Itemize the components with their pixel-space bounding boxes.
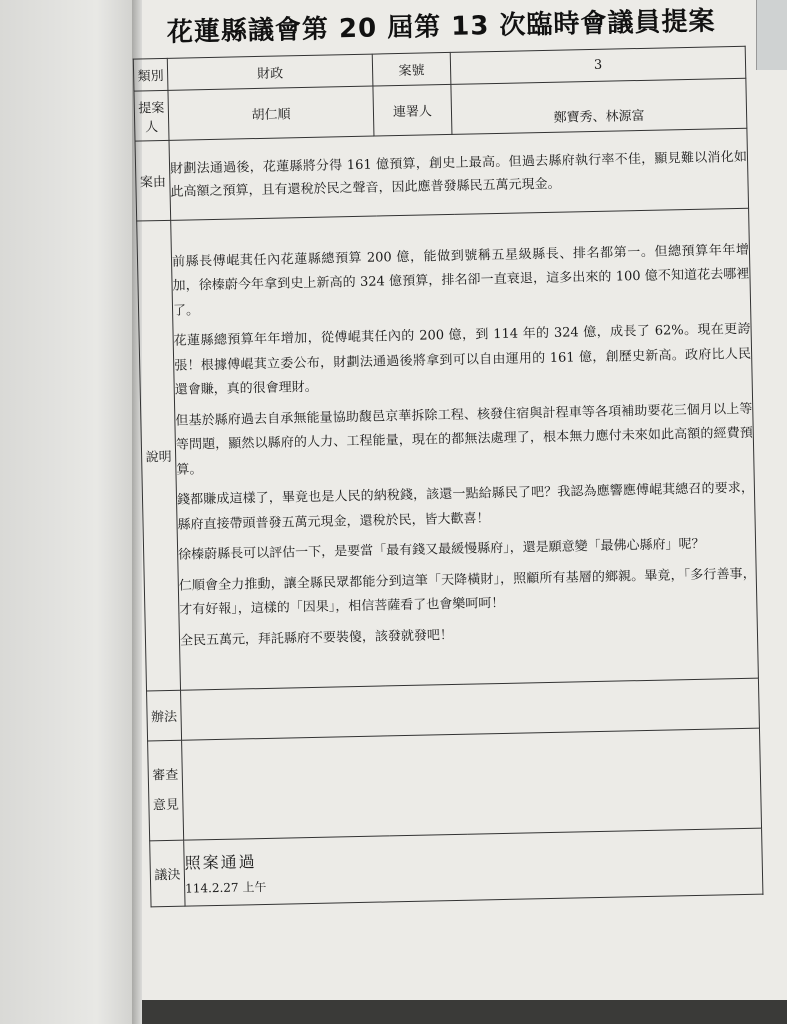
value-reason: 財劃法通過後，花蓮縣將分得 161 億預算，創史上最高。但過去縣府執行率不佳，顯見難以消化如此高額之預算，且有還稅於民之聲音，因此應普發縣民五萬元現金。 [169,128,749,220]
label-category: 類別 [133,58,168,91]
left-page [0,0,138,1024]
value-cosigners: 鄭寶秀、林源富 [451,78,747,134]
explanation-paragraph: 錢都賺成這樣了，畢竟也是人民的納稅錢，該還一點給縣民了吧？我認為應響應傅崐萁總召的要求，縣府直接帶頭普發五萬元現金，還稅於民，皆大歡喜！ [176,480,755,533]
value-category: 財政 [167,54,373,90]
explanation-paragraph: 花蓮縣總預算年年增加，從傅崐萁任內的 200 億，到 114 年的 324 億，成長了 62%。現在更誇張！根據傅崐萁立委公布，財劃法通過後將拿到可以自由運用的 161 億，創歷史新高。政府比人民還會賺，真的很會理財。 [173,321,752,399]
explanation-paragraph: 前縣長傅崐萁任內花蓮縣總預算 200 億，能做到號稱五星級縣長、排名都第一。但總預算年年增加，徐榛蔚今年拿到史上新高的 324 億預算，排名卻一直衰退，這多出來的 100 億不知道花去哪裡了。 [171,242,750,319]
resolution-text: 照案通過 [184,851,257,873]
label-method: 辦法 [147,690,182,741]
value-case-no: 3 [450,46,746,84]
row-resolution [150,828,763,907]
label-reason: 案由 [135,140,171,221]
label-review-line1: 審查 [152,767,179,783]
value-review [182,728,762,840]
value-resolution [184,828,763,906]
ruler [756,0,787,70]
label-case-no: 案號 [372,52,451,86]
row-explanation [137,208,759,691]
table-surface [142,1000,787,1024]
label-cosigners: 連署人 [373,84,452,136]
row-reason [135,128,749,221]
proposal-document [132,0,773,996]
row-review [148,728,762,841]
resolution-date: 114.2.27 上午 [185,879,267,896]
label-explanation: 說明 [137,220,181,691]
value-explanation [171,208,759,690]
explanation-paragraph: 全民五萬元，拜託縣府不要裝傻，該發就發吧！ [179,627,454,649]
label-review-line2: 意見 [152,797,180,813]
label-review [148,740,184,841]
value-proposer: 胡仁順 [168,86,374,140]
explanation-paragraph: 徐榛蔚縣長可以評估一下，是要當「最有錢又最緩慢縣府」，還是願意變「最佛心縣府」呢？ [178,536,705,563]
label-proposer: 提案人 [134,90,169,141]
document-title: 花蓮縣議會第 20 屆第 13 次臨時會議員提案 [166,6,716,48]
proposal-form [133,46,764,908]
label-resolution: 議決 [150,840,185,907]
explanation-paragraph: 但基於縣府過去自承無能量協助馥邑京華拆除工程、核發住宿與計程車等各項補助要花三個月以上等等問題，顯然以縣府的人力、工程能量，現在的都無法處理了，根本無力應付未來如此高額的經費預算。 [175,401,753,478]
explanation-paragraph: 仁順會全力推動，讓全縣民眾都能分到這筆「天降橫財」，照顧所有基層的鄉親。畢竟，「多行善事，才有好報」，這樣的「因果」，相信菩薩看了也會樂呵呵！ [178,566,756,618]
